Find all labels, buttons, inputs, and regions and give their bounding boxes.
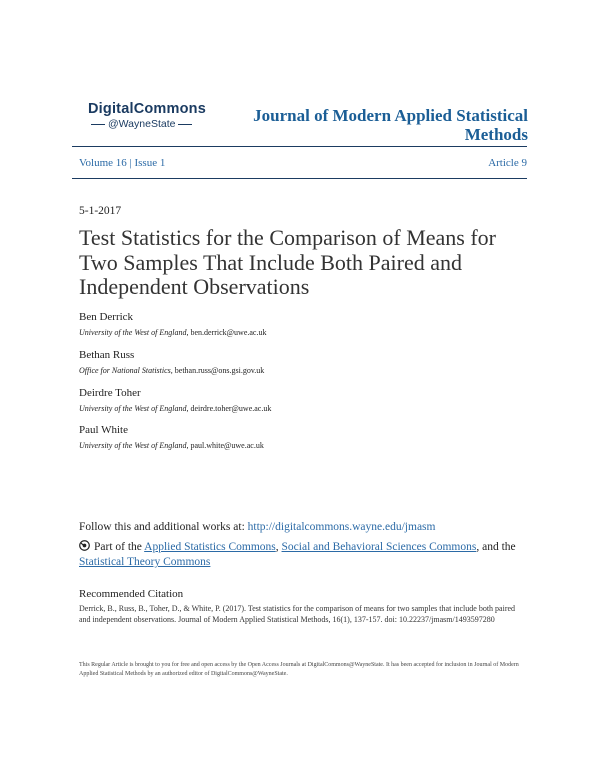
recommended-citation-heading: Recommended Citation	[79, 588, 184, 600]
follow-line	[79, 521, 435, 533]
author-name: Bethan Russ	[79, 349, 135, 361]
author-affiliation	[79, 404, 271, 413]
logo-dash-right	[178, 124, 192, 125]
author-email: , ben.derrick@uwe.ac.uk	[186, 328, 267, 337]
part-of-sep: , and the	[476, 541, 516, 553]
applied-statistics-commons-link[interactable]: Applied Statistics Commons	[144, 541, 276, 553]
author-institution: University of the West of England	[79, 328, 187, 337]
author-affiliation	[79, 366, 264, 375]
article-title: Test Statistics for the Comparison of Means for Two Samples That Include Both Paired and Independent Observations	[79, 225, 497, 299]
article-number-link[interactable]: Article 9	[488, 157, 527, 169]
author-name: Paul White	[79, 424, 128, 436]
header-rule-top	[72, 146, 527, 147]
publication-date: 5-1-2017	[79, 205, 122, 217]
logo-bottom-label: @WayneState	[108, 118, 176, 130]
part-of-disciplines	[79, 540, 524, 570]
author-name: Deirdre Toher	[79, 387, 141, 399]
repository-link[interactable]: http://digitalcommons.wayne.edu/jmasm	[247, 521, 436, 533]
author-affiliation	[79, 441, 264, 450]
follow-prefix: Follow this and additional works at:	[79, 521, 248, 533]
author-institution: University of the West of England	[79, 441, 187, 450]
open-access-icon	[79, 540, 90, 551]
part-of-prefix: Part of the	[94, 541, 145, 553]
part-of-sep: ,	[275, 541, 282, 553]
logo-bottom-text	[88, 118, 223, 131]
author-institution: Office for National Statistics	[79, 366, 171, 375]
author-institution: University of the West of England	[79, 404, 187, 413]
journal-title[interactable]: Journal of Modern Applied Statistical Methods	[253, 106, 528, 144]
recommended-citation-text: Derrick, B., Russ, B., Toher, D., & White, P. (2017). Test statistics for the comparison of means for two samples that include both paired and independent observations. Journal of Modern Applied Statistical Methods, 16(1), 137-157. doi: 10.22237/jmasm/1493597280	[79, 604, 516, 624]
volume-issue-link[interactable]: Volume 16 | Issue 1	[79, 157, 166, 169]
author-email: , deirdre.toher@uwe.ac.uk	[186, 404, 272, 413]
digitalcommons-logo[interactable]	[88, 101, 223, 131]
author-email: , bethan.russ@ons.gsi.gov.uk	[170, 366, 265, 375]
access-statement: This Regular Article is brought to you for free and open access by the Open Access Journals at DigitalCommons@WayneState. It has been accepted for inclusion in Journal of Modern Applied Statistical Methods by an authorized editor of DigitalCommons@WayneState.	[79, 662, 519, 677]
logo-dash-left	[91, 124, 105, 125]
social-behavioral-sciences-commons-link[interactable]: Social and Behavioral Sciences Commons	[281, 541, 477, 553]
author-name: Ben Derrick	[79, 311, 134, 323]
logo-top-text: DigitalCommons	[88, 101, 206, 117]
author-email: , paul.white@uwe.ac.uk	[186, 441, 264, 450]
statistical-theory-commons-link[interactable]: Statistical Theory Commons	[79, 556, 211, 568]
author-affiliation	[79, 328, 266, 337]
header-rule-bottom	[72, 178, 527, 179]
